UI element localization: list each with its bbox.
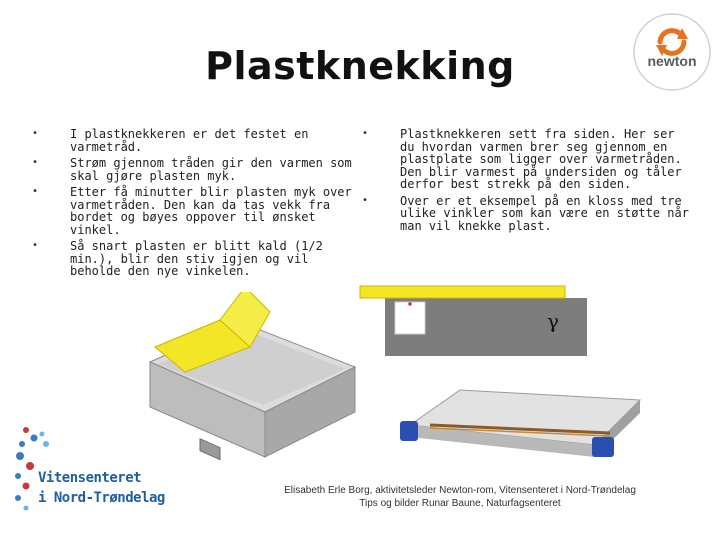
slide-title: Plastknekking: [205, 44, 515, 88]
newton-logo-text: newton: [647, 53, 697, 69]
angle-block-image: [355, 284, 590, 358]
bullet-dot: •: [32, 157, 39, 168]
gamma-label: γ: [547, 309, 559, 333]
list-item: • Strøm gjennom tråden gir den varmen som skal gjøre plasten myk.: [32, 156, 352, 183]
list-item: • Så snart plasten er blitt kald (1/2 min.), blir den stiv igjen og vil beholde den nye vinkelen.: [32, 239, 323, 278]
heater-device-image: [400, 385, 645, 463]
bullet-dot: •: [362, 194, 369, 206]
bullet-dot: •: [32, 128, 39, 139]
right-bullet-list: [362, 127, 690, 236]
list-item: • Etter få minutter blir plasten myk over varmetråden. Den kan da tas vekk fra bordet og bøyes oppover til ønsket vinkel.: [32, 185, 352, 237]
bullet-dot: •: [32, 186, 39, 197]
list-item: • Plastknekkeren sett fra siden. Her ser du hvordan varmen brer seg gjennom en plastplate som ligger over varmetråden. Den blir varmest på undersiden og tåler derfor best strekk på den siden.: [362, 127, 682, 191]
list-item: • Over er et eksempel på en kloss med tre ulike vinkler som kan være en støtte når man vil knekke plast.: [362, 193, 689, 233]
vitensenteret-name-line2: i Nord-Trøndelag: [38, 490, 165, 506]
left-bullet-list: [32, 127, 355, 282]
list-item: • I plastknekkeren er det festet en varmetråd.: [32, 127, 309, 154]
newton-logo: [632, 12, 712, 92]
bullet-dot: •: [32, 240, 39, 251]
credits-line-2: Tips og bilder Runar Baune, Naturfagsenteret: [359, 498, 561, 509]
credits-line-1: Elisabeth Erle Borg, aktivitetsleder Newton-rom, Vitensenteret i Nord-Trøndelag: [284, 485, 636, 496]
vitensenteret-name-line1: Vitensenteret: [38, 470, 142, 486]
bullet-dot: •: [362, 128, 369, 139]
credits: [230, 484, 690, 510]
